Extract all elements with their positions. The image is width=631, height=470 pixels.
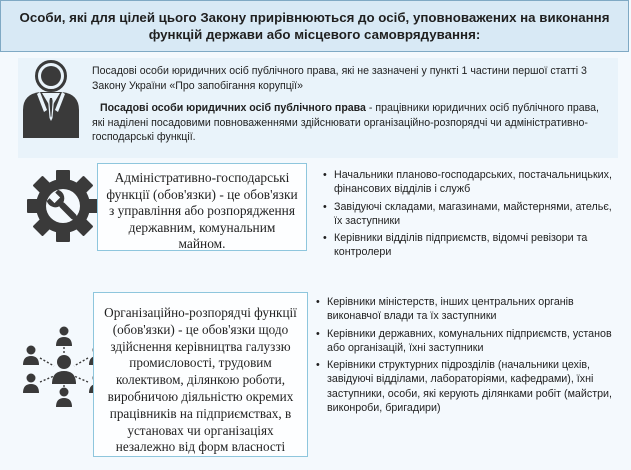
list-item: • Завідуючі складами, магазинами, майстернями, ательє, їх заступники <box>323 200 613 229</box>
list-item: • Керівники структурних підрозділів (начальники цехів, завідуючі відділами, лабораторіями, кафедрами), їхні заступники, особи, які керують ділянками робіт (майстри, виконроби, бригадири) <box>316 358 616 415</box>
list-item: • Керівники міністерств, інших центральних органів виконавчої влади та їх заступники <box>316 295 616 324</box>
officials-definition: - працівники юридичних осіб публічного права, які наділені посадовими повноваженнями здійснювати організаційно-розпорядчі чи адміністративно-господарські функції. <box>92 102 600 144</box>
org-functions-list <box>316 295 616 418</box>
gear-wrench-icon <box>26 163 100 249</box>
officials-text <box>92 64 612 153</box>
officials-paragraph-1: Посадові особи юридичних осіб публічного права, які не зазначені у пункті 1 частини першої статті 3 Закону України «Про запобігання корупції» <box>92 65 587 92</box>
officials-section <box>18 58 618 158</box>
businessman-icon <box>20 60 82 142</box>
list-item: • Начальники планово-господарських, постачальницьких, фінансових відділів і служб <box>323 168 613 197</box>
admin-functions-definition: Адміністративно-господарські функції (обов'язки) - це обов'язки з управління або розпорядження державним, комунальним майном. <box>97 163 307 251</box>
org-functions-definition: Організаційно-розпорядчі функції (обов'язки) - це обов'язки щодо здійснення керівництва галуззю промисловості, трудовим колективом, ділянкою роботи, виробничою діяльністю окремих працівників на підприємствах, в установах чи організаціях незалежно від форм власності <box>93 292 308 457</box>
officials-paragraph-2 <box>92 101 612 145</box>
page-title: Особи, які для цілей цього Закону прирівнюються до осіб, уповноважених на виконання функцій держави або місцевого самоврядування: <box>0 0 629 52</box>
list-item: • Керівники державних, комунальних підприємств, установ або організацій, їхні заступники <box>316 327 616 356</box>
list-item: • Керівники відділів підприємств, відомчі ревізори та контролери <box>323 231 613 260</box>
officials-term: Посадові особи юридичних осіб публічного права <box>100 102 366 115</box>
admin-functions-list <box>323 168 613 263</box>
